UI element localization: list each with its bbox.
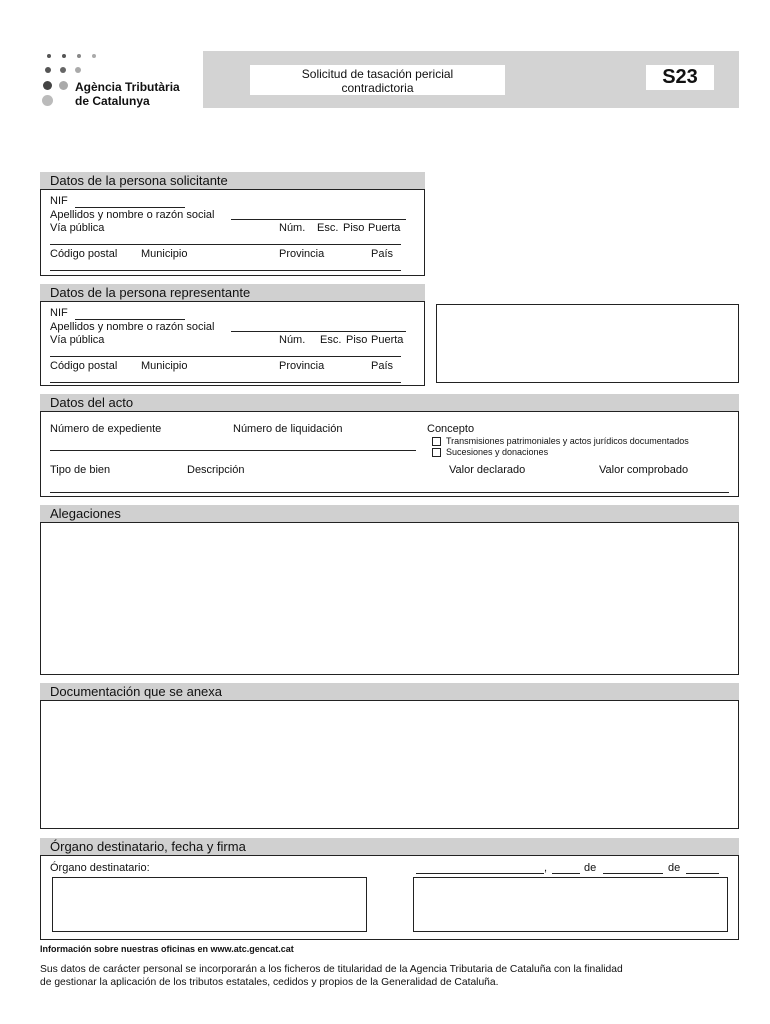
tipo-bien-field[interactable] bbox=[50, 492, 729, 493]
logo-dot bbox=[77, 54, 81, 58]
section-header-acto: Datos del acto bbox=[40, 394, 739, 411]
offices-info: Información sobre nuestras oficinas en www.atc.gencat.cat bbox=[40, 944, 294, 954]
logo-name-line1: Agència Tributària bbox=[75, 80, 180, 94]
liquidacion-label: Número de liquidación bbox=[233, 423, 343, 435]
logo-dot bbox=[42, 95, 53, 106]
via-publica-field[interactable] bbox=[50, 244, 401, 245]
representante-panel bbox=[40, 301, 425, 386]
form-code: S23 bbox=[662, 66, 698, 88]
option-transmisiones-label: Transmisiones patrimoniales y actos jurídicos documentados bbox=[446, 436, 689, 446]
solicitante-panel bbox=[40, 189, 425, 276]
puerta-label: Puerta bbox=[368, 222, 401, 234]
section-header-alegaciones: Alegaciones bbox=[40, 505, 739, 522]
apellidos-label: Apellidos y nombre o razón social bbox=[50, 209, 215, 221]
apellidos-label: Apellidos y nombre o razón social bbox=[50, 321, 215, 333]
valor-comprobado-label: Valor comprobado bbox=[599, 464, 689, 476]
apellidos-field[interactable] bbox=[231, 219, 406, 220]
municipio-label: Municipio bbox=[141, 360, 188, 372]
logo-dot bbox=[47, 54, 51, 58]
anio-field[interactable] bbox=[686, 873, 719, 874]
section-header-documentacion: Documentación que se anexa bbox=[40, 683, 739, 700]
codigo-postal-field[interactable] bbox=[50, 270, 401, 271]
stamp-box[interactable] bbox=[436, 304, 739, 383]
form-title-line1: Solicitud de tasación pericial bbox=[301, 67, 454, 81]
descripcion-label: Descripción bbox=[187, 464, 245, 476]
concepto-label: Concepto bbox=[427, 423, 475, 435]
expediente-field[interactable] bbox=[50, 450, 416, 451]
organo-label: Órgano destinatario: bbox=[50, 862, 150, 874]
valor-declarado-label: Valor declarado bbox=[449, 464, 526, 476]
fecha-comma: , bbox=[544, 862, 548, 874]
logo-dot bbox=[59, 81, 68, 90]
pais-label: País bbox=[371, 248, 394, 260]
piso-label: Piso bbox=[343, 222, 365, 234]
num-label: Núm. bbox=[279, 222, 306, 234]
privacy-notice-line1: Sus datos de carácter personal se incorporarán a los ficheros de titularidad de la Agencia Tributaria de Cataluña con la finalidad bbox=[40, 964, 623, 975]
form-title-line2: contradictoria bbox=[341, 81, 414, 95]
logo-dot bbox=[43, 81, 52, 90]
documentacion-textarea[interactable] bbox=[40, 700, 739, 829]
section-header-representante: Datos de la persona representante bbox=[40, 284, 425, 301]
section-header-organo: Órgano destinatario, fecha y firma bbox=[40, 838, 739, 855]
nif-field[interactable] bbox=[75, 319, 185, 320]
section-header-solicitante: Datos de la persona solicitante bbox=[40, 172, 425, 189]
checkbox-sucesiones[interactable] bbox=[432, 448, 441, 457]
piso-label: Piso bbox=[346, 334, 368, 346]
checkbox-transmisiones[interactable] bbox=[432, 437, 441, 446]
codigo-postal-label: Código postal bbox=[50, 360, 118, 372]
puerta-label: Puerta bbox=[371, 334, 404, 346]
via-publica-field[interactable] bbox=[50, 356, 401, 357]
mes-field[interactable] bbox=[603, 873, 663, 874]
via-publica-label: Vía pública bbox=[50, 222, 105, 234]
form-title-box bbox=[250, 65, 505, 95]
via-publica-label: Vía pública bbox=[50, 334, 105, 346]
logo-dot bbox=[62, 54, 66, 58]
firma-field[interactable] bbox=[413, 877, 728, 932]
nif-label: NIF bbox=[50, 307, 68, 319]
codigo-postal-label: Código postal bbox=[50, 248, 118, 260]
esc-label: Esc. bbox=[317, 222, 339, 234]
apellidos-field[interactable] bbox=[231, 331, 406, 332]
provincia-label: Provincia bbox=[279, 248, 325, 260]
de-label-1: de bbox=[584, 862, 597, 874]
nif-label: NIF bbox=[50, 195, 68, 207]
option-sucesiones-label: Sucesiones y donaciones bbox=[446, 447, 549, 457]
num-label: Núm. bbox=[279, 334, 306, 346]
logo-dot bbox=[60, 67, 66, 73]
pais-label: País bbox=[371, 360, 394, 372]
esc-label: Esc. bbox=[320, 334, 342, 346]
provincia-label: Provincia bbox=[279, 360, 325, 372]
logo-dot bbox=[92, 54, 96, 58]
organo-panel bbox=[40, 855, 739, 940]
lugar-field[interactable] bbox=[416, 873, 544, 874]
dia-field[interactable] bbox=[552, 873, 580, 874]
logo-name-line2: de Catalunya bbox=[75, 94, 150, 108]
nif-field[interactable] bbox=[75, 207, 185, 208]
municipio-label: Municipio bbox=[141, 248, 188, 260]
privacy-notice-line2: de gestionar la aplicación de los tributos estatales, cedidos y propios de la Generalidad de Cataluña. bbox=[40, 977, 499, 988]
expediente-label: Número de expediente bbox=[50, 423, 162, 435]
tipo-bien-label: Tipo de bien bbox=[50, 464, 111, 476]
alegaciones-textarea[interactable] bbox=[40, 522, 739, 675]
logo-dot bbox=[75, 67, 81, 73]
organo-field[interactable] bbox=[52, 877, 367, 932]
logo-dot bbox=[45, 67, 51, 73]
de-label-2: de bbox=[668, 862, 681, 874]
acto-panel bbox=[40, 411, 739, 497]
form-code-box bbox=[646, 65, 714, 90]
codigo-postal-field[interactable] bbox=[50, 382, 401, 383]
